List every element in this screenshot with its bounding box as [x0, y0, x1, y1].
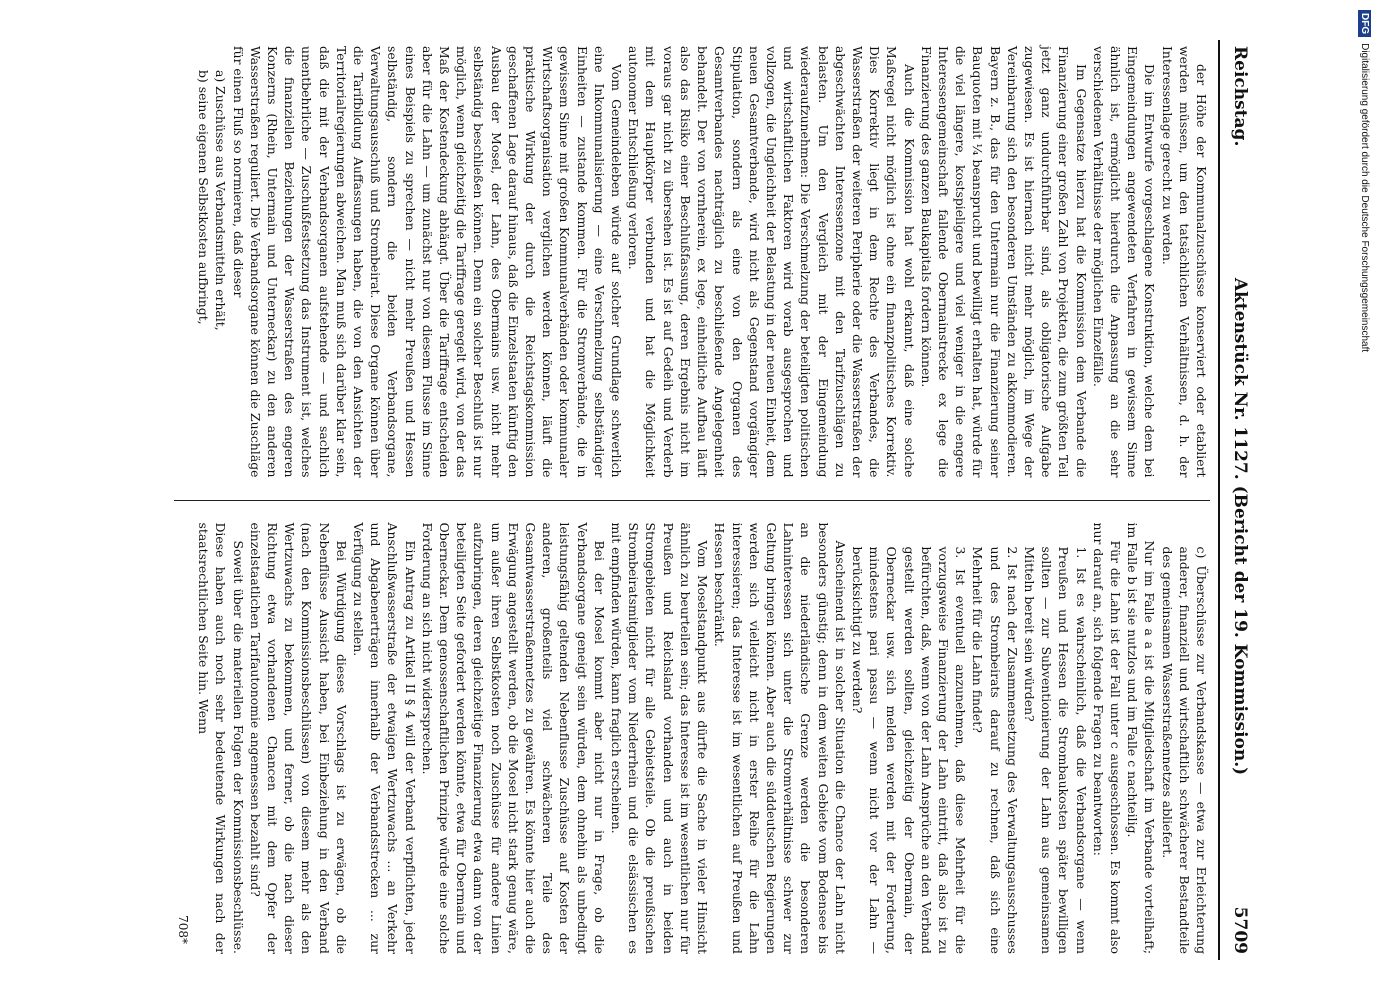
paragraph: Die im Entwurfe vorgeschlagene Konstruktion, welche dem bei Eingemeindungen angewendeten Verfahren in gewissem Sinne ähnlich ist, ermöglicht hierdurch die Anpassung an die sehr verschiedenen Verhältnisse der möglichen Einzelfälle. — [1090, 46, 1158, 478]
paragraph: Im Gegensatze hierzu hat die Kommission dem Verbande die Finanzierung einer großen Zahl von Projekten, die zum größten Teil jetzt ganz undurchführbar sind, als obligatorische Aufgabe zugewiesen. Es ist hiernach nicht mehr möglich, im Wege der Vereinbarung sich den besonderen Umständen zu akkommodieren. Bayern z. B., das für den Untermain nur die Finanzierung seiner Bauquoten mit ¼ beansprucht und bewilligt erhalten hat, würde für die viel längere, kostspieligere und viel weniger in die engere Interessengemeinschaft fallende Obermainstrecke ex lege die Finanzierung des ganzen Baukapitals fordern können. — [918, 46, 1089, 478]
list-item: c) Überschüsse zur Verbandskasse — etwa zur Erleichterung anderer, finanziell und wirtschaftlich schwächerer Bestandteile des gemeinsamen Wasserstraßennetzes abliefert. — [1159, 546, 1209, 954]
list-item: 2. Ist nach der Zusammensetzung des Verwaltungsausschusses und des Strombeirats darauf zu rechnen, daß sich eine Mehrheit für die Lahn findet? — [970, 546, 1020, 954]
paragraph: Anscheinend ist in solcher Situation die Chance der Lahn nicht besonders günstig; denn in dem weiten Gebiete vom Bodensee bis an die niederländische Grenze werden die besonderen Lahninteressen sich unter die Stromverhältnisse schwer zur Geltung bringen können. Aber auch die süddeutschen Regierungen werden sich vielleicht nicht in erster Reihe für die Lahn interessieren; das Interesse ist im wesentlichen auf Preußen und Hessen beschränkt. — [712, 522, 848, 954]
dfg-logo: DFG — [1359, 10, 1372, 37]
paragraph: Bei Würdigung dieses Vorschlags ist zu erwägen, ob die Nebenflüsse Aussicht haben, bei Einbeziehung in den Verband (nach den Kommissionsbeschlüssen) von diesem mehr als den Wertzuwachs zu bekommen, und ferner, ob die nach dieser Richtung etwa vorhandenen Chancen mit dem Opfer der einzelstaatlichen Tarifautonomie angemessen bezahlt sind? — [247, 522, 349, 954]
digitization-sidebar — [1355, 0, 1375, 1000]
paragraph: Vom Moselstandpunkt aus dürfte die Sache in vieler Hinsicht ähnlich zu beurteilen sein; das Interesse ist im wesentlichen nur für Preußen und Reichsland vorhanden und auch in beiden Stromgebieten nicht für alle Gebietsteile. Ob die preußischen Strombeiratsmitglieder vom Niederrhein und die elsässischen es mit empfinden würden, kann fraglich erscheinen. — [609, 522, 711, 954]
paragraph: Für die Lahn ist der Fall unter c ausgeschlossen. Es kommt also nur darauf an, sich folgende Fragen zu beantworten: — [1090, 522, 1123, 954]
paragraph: Nur im Falle a a ist die Mitgliedschaft im Verbande vorteilhaft; im Falle b ist sie nutzlos und im Falle c nachteilig. — [1125, 522, 1158, 954]
list-item: a) Zuschüsse aus Verbandsmitteln erhält, — [213, 70, 229, 331]
paragraph: Auch die Kommission hat wohl erkannt, daß eine solche Maßregel nicht möglich ist ohne ein finanzpolitisches Korrektiv. Dies Korrektiv liegt in dem Rechte des Verbandes, die Wasserstraßen der weiteren Peripherie oder die Wasserstraßen der abgeschwächten Interessenzone mit den Tarifzuschlägen zu belasten. Um den Vergleich mit der Eingemeindung wiederaufzunehmen: Die Verschmelzung der beteiligten politischen und wirtschaftlichen Faktoren wird vorab ausgesprochen und vollzogen, die Ungleichheit der Belastung in der neuen Einheit, dem neuen Gesamtverbande, wird nicht als Gegenstand vorgängiger Stipulation, sondern als eine von den Organen des Gesamtverbandes nachträglich zu beschließende Angelegenheit behandelt. Der von vornherein, ex lege, einheitliche Aufbau läuft also das Risiko einer Beschlußfassung, deren Ergebnis nicht im voraus gar nicht zu übersehen ist. Es ist auf Gedeih und Verderb mit dem Hauptkörper verbunden und hat die Möglichkeit autonomer Entschließung verloren. — [626, 46, 917, 478]
paragraph: Ein Antrag zu Artikel II § 4 will der Verband verpflichten, jeder Anschlußwasserstraße der etwaigen Wertzuwachs ... an Verkehr und Abgabenerträgen innerhalb der Verbandsstrecken ... zur Verfügung zu stellen. — [351, 522, 418, 954]
document-page — [60, 40, 1260, 960]
right-column — [174, 523, 1210, 955]
list-item: b) seine eigenen Selbstkosten aufbringt, — [196, 70, 212, 325]
paragraph: Bei der Mosel kommt aber nicht nur in Frage, ob die Verbandsorgane geneigt sein würden, dem ohnehin als unbedingt leistungsfähig geltenden Nebenflusse Zuschüsse auf Kosten der anderen, großenteils viel schwächeren Teile des Gesamtwasserstraßennetzes zu gewähren. Es könnte hier auch die Erwägung angestellt werden, ob die Mosel nicht stark genug wäre, um außer ihren Selbstkosten noch Zuschüsse für andere Linien aufzubringen, deren gleichzeitige Finanzierung etwa dann von der beteiligten Seite gefordert werden könnte, etwa für Obermain und Oberneckar. Dem genossenschaftlichen Prinzipe würde eine solche Forderung an sich nicht widersprechen. — [419, 522, 607, 954]
signature-mark: 708* — [176, 915, 191, 944]
paragraph: der Höhe der Kommunalzuschüsse konserviert oder etabliert werden müssen, um den tatsächlichen Verhältnissen, d. h. der Interessenlage gerecht zu werden. — [1159, 46, 1209, 478]
column-divider — [174, 500, 1210, 501]
paragraph: Vom Gemeindeleben würde auf solcher Grundlage schwerlich eine Inkommunalisierung — eine Verschmelzung selbständiger Einheiten — zustande kommen. Für die Stromverbände, die in gewissem Sinne mit großen Kommunalverbänden oder kommunaler Wirtschaftsorganisation verglichen werden können, läuft die praktische Wirkung der durch die Reichstagskommission geschaffenen Lage darauf hinaus, daß die Einzelstaaten künftig den Ausbau der Mosel, der Lahn, des Obermains usw. nicht mehr selbständig beschließen können. Denn ein solcher Beschluß ist nur möglich, wenn gleichzeitig die Tariffrage geregelt wird, von der das Maß der Kostendeckung abhängt. Über die Tariffrage entscheiden aber für die Lahn — um zunächst nur von diesem Flusse im Sinne eines Beispiels zu sprechen — nicht mehr Preußen und Hessen selbständig, sondern die beiden Verbandsorgane, Verwaltungsausschuß und Strombeirat. Diese Organe können über die Tarifbildung Auffassungen haben, die von den Ansichten der Territorialregierungen abweichen. Man muß sich darüber klar sein, daß die mit der Verbandsorganen aufstehende — und sachlich unentbehrliche — Zuschußfestsetzung das Instrument ist, welches die finanziellen Beziehungen der Wasserstraßen des engeren Konzerns (Rhein, Untermain und Unterneckar) zu den anderen Wasserstraßen reguliert. Die Verbandsorgane können die Zuschläge für einen Fluß so normieren, daß dieser — [230, 46, 625, 478]
paragraph: Soweit über die materiellen Folgen der Kommissionsbeschlüsse. Diese haben auch noch sehr bedeutende Wirkungen nach der staatsrechtlichen Seite hin. Wenn — [196, 522, 246, 954]
page-header — [1218, 40, 1260, 960]
left-column — [174, 46, 1210, 478]
page-number: 5709 — [1230, 906, 1250, 954]
header-left: Reichstag. — [1230, 46, 1250, 147]
sidebar-credit — [1355, 10, 1375, 990]
list-item: 3. Ist eventuell anzunehmen, daß diese Mehrheit für die vorzugsweise Finanzierung der Lahn eintritt, daß also ist zu befürchten, daß, wenn von der Lahn Ansprüche an den Verband gestellt werden sollten, gleichzeitig der Obermain, der Oberneckar usw. sich melden werden mit der Forderung, mindestens pari passu — wenn nicht vor der Lahn — berücksichtigt zu werden? — [849, 546, 969, 954]
header-title: Aktenstück Nr. 1127. (Bericht der 19. Kommission.) — [1230, 277, 1250, 776]
list-item: 1. Ist es wahrscheinlich, daß die Verbandsorgane — wenn Preußen und Hessen die Strombaukosten später bewilligen sollten — zur Subventionierung der Lahn aus gemeinsamen Mitteln bereit sein würden? — [1021, 546, 1089, 954]
rotated-text-block — [60, 40, 1260, 960]
sidebar-credit-text: Digitalisierung gefördert durch die Deutsche Forschungsgemeinschaft — [1359, 43, 1371, 353]
text-columns — [174, 40, 1218, 960]
